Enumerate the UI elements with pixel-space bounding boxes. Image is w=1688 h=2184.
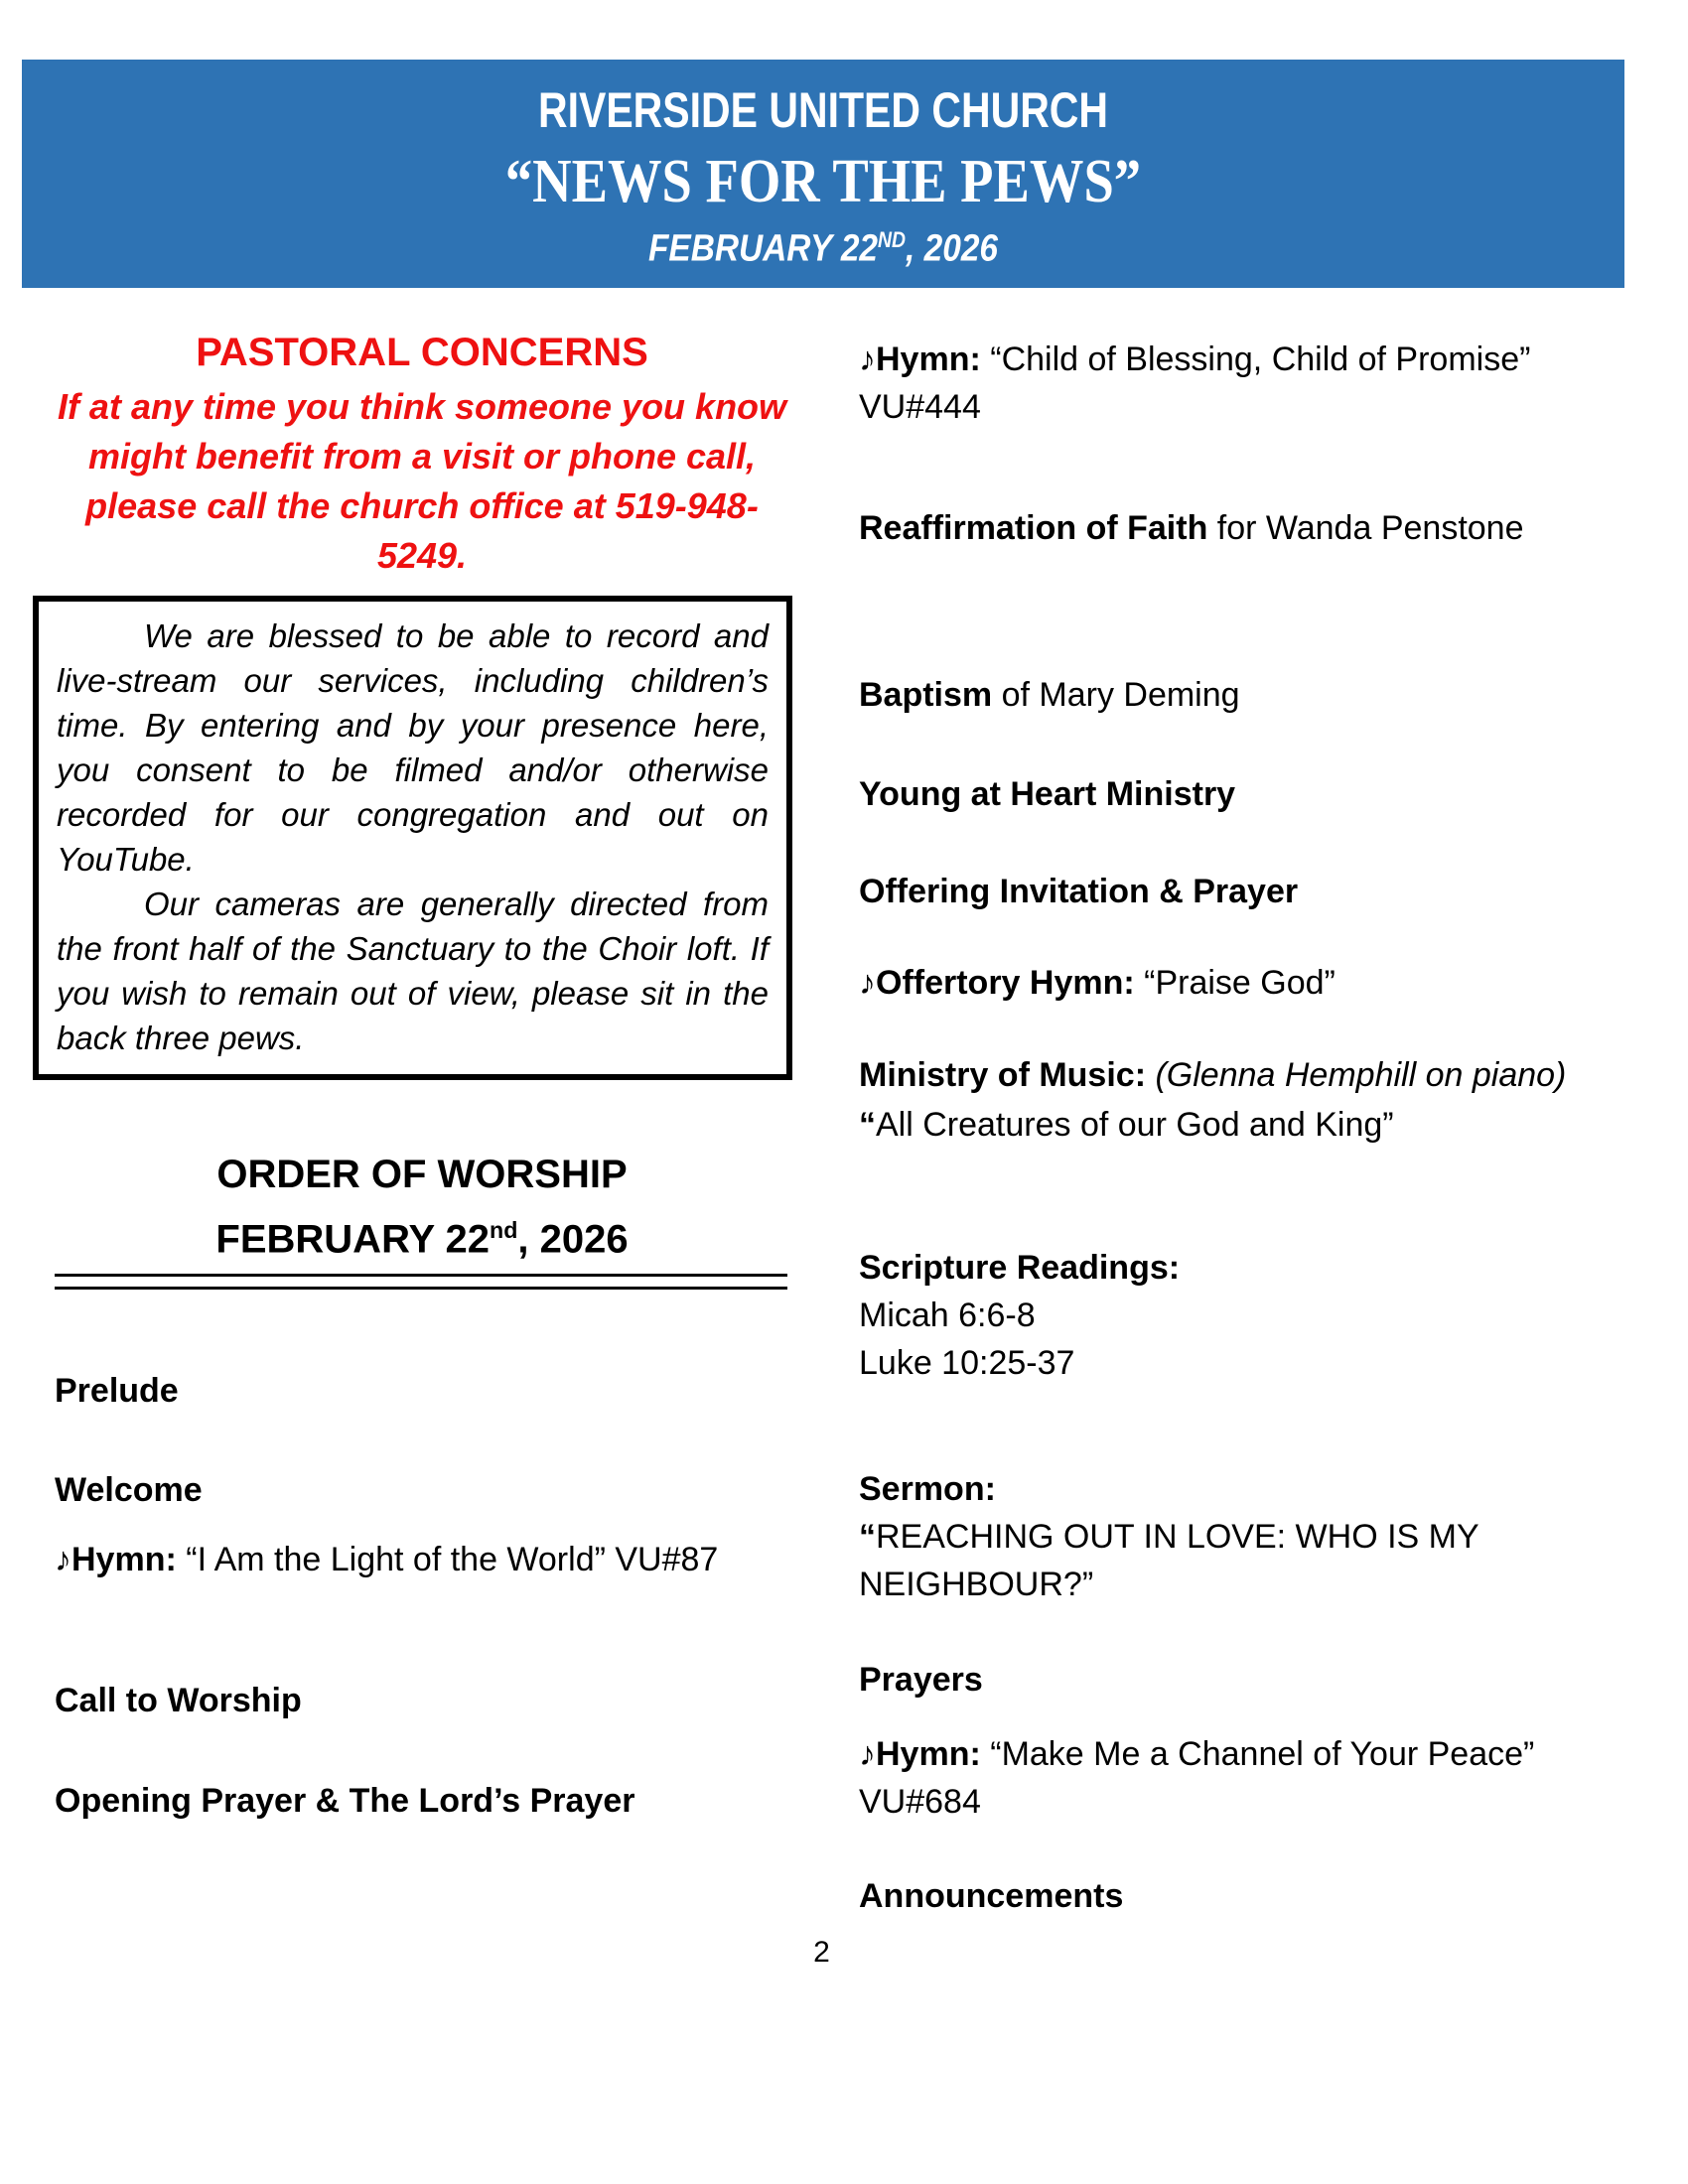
order-of-worship-line1: ORDER OF WORSHIP [216, 1153, 628, 1196]
baptism-label: Baptism [859, 676, 993, 714]
hymn-title: “Make Me a Channel of Your Peace” VU#684 [859, 1735, 1535, 1821]
hymn-label: Hymn: [876, 1735, 981, 1773]
sermon-title [859, 1513, 1584, 1608]
order-item-young-at-heart: Young at Heart Ministry [859, 775, 1236, 813]
baptism-name: of Mary Deming [992, 676, 1240, 714]
order-item-ministry-of-music [859, 1050, 1584, 1150]
order-item-sermon [859, 1465, 1584, 1608]
church-name: RIVERSIDE UNITED CHURCH [537, 82, 1109, 138]
recording-notice-paragraph-2: Our cameras are generally directed from the front half of the Sanctuary to the Choir loft. If you wish to remain out of view, please sit in the back three pews. [57, 886, 769, 1056]
offertory-hymn-title: “Praise God” [1134, 964, 1336, 1002]
reaffirmation-name: for Wanda Penstone [1207, 509, 1524, 547]
pastoral-concerns-heading: PASTORAL CONCERNS [196, 331, 648, 374]
hymn-title: “I Am the Light of the World” VU#87 [176, 1541, 719, 1578]
section-divider [55, 1274, 787, 1290]
order-item-offertory-hymn [859, 959, 1584, 1007]
order-item-hymn [55, 1536, 789, 1583]
order-item-announcements: Announcements [859, 1877, 1124, 1915]
music-note-icon: ♪ [859, 964, 876, 1002]
order-item-baptism [859, 671, 1584, 719]
ministry-of-music-performer: (Glenna Hemphill on piano) [1146, 1056, 1567, 1094]
order-date-suffix: , 2026 [517, 1217, 629, 1262]
header-banner [22, 60, 1624, 288]
song-title: All Creatures of our God and King” [876, 1106, 1394, 1144]
song-open-quote: “ [859, 1106, 876, 1144]
sermon-label: Sermon: [859, 1470, 996, 1508]
order-item-scripture-readings [859, 1244, 1584, 1387]
order-date-prefix: FEBRUARY 22 [215, 1217, 491, 1262]
header-date [118, 227, 1528, 271]
hymn-label: Hymn: [876, 341, 981, 378]
recording-notice-paragraph-1: We are blessed to be able to record and live-stream our services, including children’s time. By entering and by your presence here, you consent to be filmed and/or otherwise recorded for our congregation and out on YouTube. [57, 617, 769, 878]
order-item-hymn-make-me-a-channel [859, 1730, 1584, 1826]
order-item-opening-prayer: Opening Prayer & The Lord’s Prayer [55, 1782, 635, 1820]
order-item-offering: Offering Invitation & Prayer [859, 873, 1299, 910]
order-item-welcome: Welcome [55, 1471, 203, 1509]
recording-notice-box [33, 596, 792, 1080]
music-note-icon: ♪ [859, 1735, 876, 1773]
order-item-call-to-worship: Call to Worship [55, 1682, 302, 1719]
offertory-hymn-label: Offertory Hymn: [876, 964, 1135, 1002]
ministry-of-music-song [859, 1100, 1584, 1150]
sermon-open-quote: “ [859, 1518, 876, 1556]
reaffirmation-label: Reaffirmation of Faith [859, 509, 1208, 547]
page-number: 2 [813, 1936, 830, 1969]
header-date-suffix: , 2026 [906, 227, 999, 270]
newsletter-title: “NEWS FOR THE PEWS” [504, 148, 1142, 215]
scripture-reading-1: Micah 6:6-8 [859, 1297, 1036, 1334]
order-item-hymn-child-of-blessing [859, 336, 1584, 431]
hymn-label: Hymn: [71, 1541, 177, 1578]
scripture-reading-2: Luke 10:25-37 [859, 1344, 1075, 1382]
order-of-worship-title [55, 1147, 789, 1267]
order-item-reaffirmation [859, 504, 1584, 552]
order-date-ordinal: nd [490, 1217, 518, 1243]
pastoral-concerns-body: If at any time you think someone you know might benefit from a visit or phone call, please call the church office at 519-948-5249. [57, 386, 787, 576]
ministry-of-music-label: Ministry of Music: [859, 1056, 1147, 1094]
hymn-title: “Child of Blessing, Child of Promise” VU#444 [859, 341, 1531, 426]
scripture-readings-label: Scripture Readings: [859, 1249, 1181, 1287]
header-date-prefix: FEBRUARY 22 [647, 227, 879, 270]
order-of-worship-line2 [55, 1202, 789, 1267]
order-item-prelude: Prelude [55, 1372, 179, 1410]
order-item-prayers: Prayers [859, 1661, 983, 1699]
sermon-title-text: REACHING OUT IN LOVE: WHO IS MY NEIGHBOUR?” [859, 1518, 1479, 1603]
music-note-icon: ♪ [55, 1541, 71, 1578]
music-note-icon: ♪ [859, 341, 876, 378]
header-date-ordinal: ND [878, 227, 907, 252]
